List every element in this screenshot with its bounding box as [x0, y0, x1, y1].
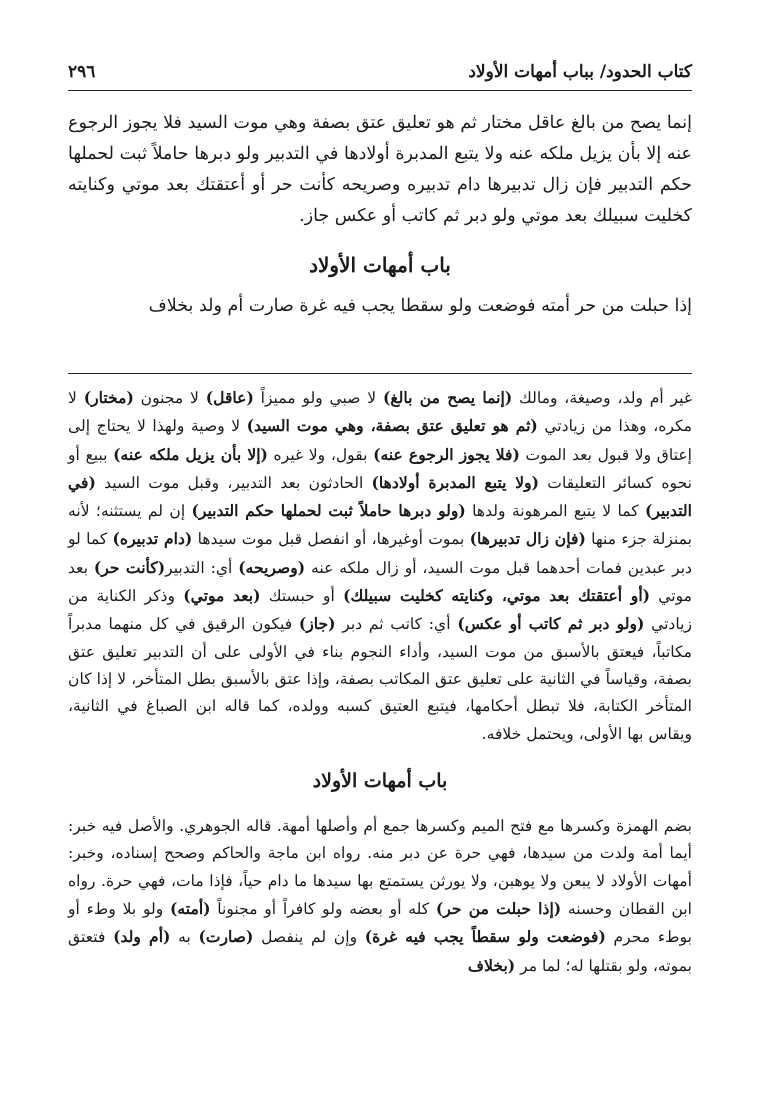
quoted-matn-text: (إلا بأن يزيل ملكه عنه) [113, 444, 268, 464]
commentary-text-segment: بعد موتي [68, 558, 693, 606]
quoted-matn-text: (فإن زال تدبيرها) [469, 529, 586, 549]
header-divider [68, 90, 692, 91]
running-header [68, 60, 692, 84]
quoted-matn-text: (أم ولد) [113, 927, 171, 947]
quoted-matn-text: (دام تدبيره) [112, 529, 193, 549]
commentary-text-segment: أي: كاتب ثم دبر [335, 615, 458, 634]
quoted-matn-text: (كأنت حر) [93, 557, 166, 577]
commentary-text-segment: فتعتق بموته، ولو بقتلها له؛ لما مر [68, 928, 692, 975]
commentary-text-segment: كما لا يتبع المرهونة ولدها [465, 502, 645, 521]
quoted-matn-text: (ولو دبر ثم كاتب أو عكس) [457, 614, 645, 634]
quoted-matn-text: (ولو دبرها حاملاً ثبت لحملها حكم التدبير) [191, 501, 466, 521]
quoted-matn-text: (إنما يصح من بالغ) [382, 388, 513, 407]
commentary-text-segment: ببيع أو نحوه كسائر التعليقات [68, 445, 692, 492]
quoted-matn-text: (فلا يجوز الرجوع عنه) [373, 444, 520, 464]
quoted-matn-text: (أمته) [170, 899, 211, 919]
commentary-paragraph [68, 384, 692, 748]
matn-paragraph: إنما يصح من بالغ عاقل مختار ثم هو تعليق عتق بصفة وهي موت السيد فلا يجوز الرجوع عنه إلا بأن يزيل ملكه عنه ولا يتبع المدبرة أولادها في التدبير ولو دبرها حاملاً ثبت لحملها حكم التدبير فإن زال تدبيرها دام تدبيره وصريحه كأنت حر أو أعتقتك بعد موتي وكنايته كخليت سبيلك بعد موتي ولو دبر ثم كاتب أو عكس جاز. [68, 113, 692, 226]
commentary-text-segment: لا صبي ولو مميزاً [253, 389, 383, 407]
commentary-text-segment: وذكر الكناية من زيادتي [68, 587, 692, 634]
commentary-text-segment: أو حبستك [260, 587, 344, 606]
commentary-text-segment: إن لم يستثنه؛ لأنه بمنزلة جزء منها [68, 502, 692, 549]
commentary-text-segment: لا مكره، وهذا من زيادتي [68, 389, 692, 436]
commentary-text [68, 384, 692, 980]
commentary-text-segment: بقول، ولا غيره [267, 445, 374, 464]
quoted-matn-text: (جاز) [298, 614, 336, 634]
matn-paragraph: إذا حبلت من حر أمته فوضعت ولو سقطا يجب فيه غرة صارت أم ولد بخلاف [148, 296, 692, 316]
commentary-text-segment: لا مجنون [133, 389, 206, 407]
commentary-divider [68, 373, 692, 374]
commentary-paragraph [68, 813, 692, 980]
commentary-text-segment: كله أو بعضه ولو كافراً أو مجنوناً [210, 900, 436, 919]
header-title: كتاب الحدود/ بباب أمهات الأولاد [468, 62, 692, 82]
quoted-matn-text: (بخلاف [467, 955, 516, 975]
commentary-text-segment: بضم الهمزة وكسرها مع فتح الميم وكسرها جمع أم وأصلها أمهة. قاله الجوهري. والأصل فيه خبر: أيما أمة ولدت من سيدها، فهي حرة عن دبر منه. رواه ابن ماجة والحاكم وصحح إسناده، وخبر: أمهات الأولاد لا يبعن ولا يوهبن، ولا يورثن يستمتع بها سيدها ما دام حياً، فإذا مات، فهي حرة. رواه ابن القطان وحسنه [68, 817, 692, 919]
quoted-matn-text: (بعد موتي) [183, 586, 261, 606]
section-heading: باب أمهات الأولاد [312, 769, 448, 792]
quoted-matn-text: (مختار) [83, 388, 134, 407]
page-number: ٢٩٦ [68, 62, 96, 82]
quoted-matn-text: (صارت) [198, 927, 254, 947]
quoted-matn-text: (وصريحه) [238, 557, 306, 577]
quoted-matn-text: (أو أعتقتك بعد موتي، وكنايته كخليت سبيلك) [343, 586, 651, 606]
main-text [68, 108, 692, 322]
quoted-matn-text: (فوضعت ولو سقطاً يجب فيه غرة) [364, 927, 606, 947]
commentary-text-segment: ولو بلا وطء أو بوطء محرم [68, 900, 692, 947]
quoted-matn-text: (عاقل) [205, 388, 254, 407]
quoted-matn-text: (ولا يتبع المدبرة أولادها) [371, 472, 540, 492]
section-heading: باب أمهات الأولاد [309, 253, 451, 277]
quoted-matn-text: (في التدبير) [68, 472, 692, 521]
quoted-matn-text: (ثم هو تعليق عتق بصفة، وهي موت السيد) [246, 416, 538, 436]
commentary-text-segment: لا وصية ولهذا لا يحتاج إلى إعتاق ولا قبول بعد الموت [68, 417, 692, 464]
commentary-text-segment: وإن لم ينفصل [253, 928, 365, 947]
commentary-text-segment: فيكون الرقيق في كل منهما مدبراً مكاتباً، فيعتق بالأسبق من موت السيد، وأداء النجوم بناء في الأولى على أن التدبير تعليق عتق بصفة، وقياساً في الثانية على تعليق عتق المكاتب بصفة، وإذا عتق بالأسبق بطل المتأخر، لا إذا كان المتأخر الكتابة، فلا تبطل أحكامها، فيتبع العتيق كسبه وولده، كما قاله ابن الصباغ في الثانية، ويقاس بها الأولى، ويحتمل خلافه. [68, 615, 692, 743]
commentary-text-segment: الحادثون بعد التدبير، وقبل موت السيد [95, 473, 372, 492]
commentary-text-segment: أي: التدبير [165, 558, 239, 577]
commentary-text-segment: بموت أوغيرها، أو انفصل قبل موت سيدها [192, 530, 470, 549]
commentary-text-segment: به [170, 928, 199, 947]
commentary-text-segment: غير أم ولد، وصيغة، ومالك [512, 389, 692, 407]
quoted-matn-text: (إذا حبلت من حر) [435, 899, 562, 919]
commentary-text-segment: كما لو دبر عبدين فمات أحدهما قبل موت السيد، أو زال ملكه عنه [68, 530, 692, 577]
